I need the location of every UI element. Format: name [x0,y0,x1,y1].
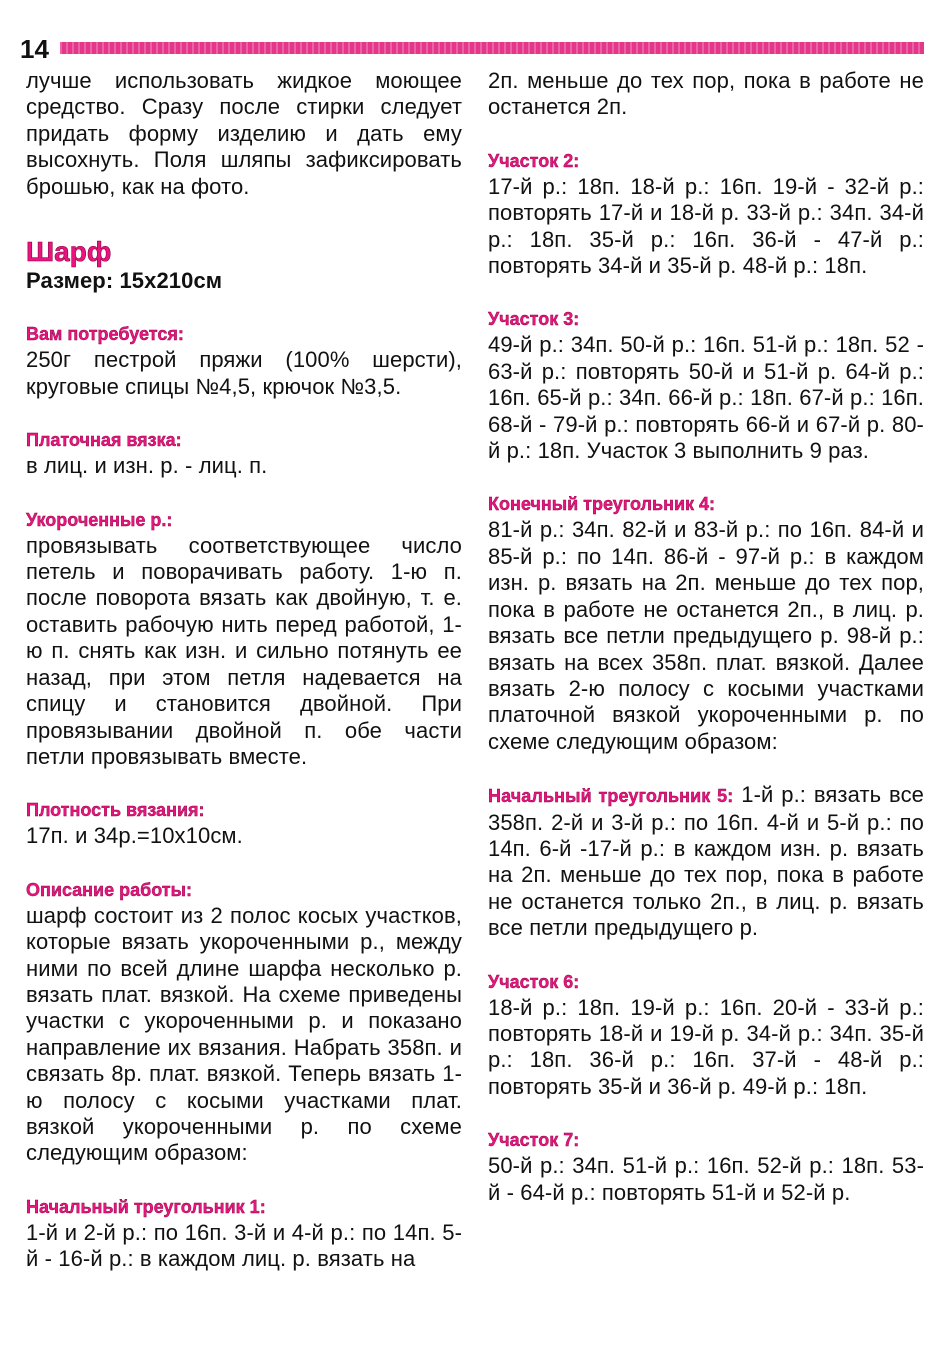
materials-text: 250г пестрой пряжи (100% шерсти), круговые спицы №4,5, крючок №3,5. [26,347,462,399]
description-section [26,877,462,1167]
triangle4-section [488,491,924,755]
triangle1-heading: Начальный треугольник 1: [26,1196,266,1217]
section6-text: 18-й р.: 18п. 19-й р.: 16п. 20-й - 33-й р.: повторять 18-й и 19-й р. 34-й р.: 34п. 35-й р.: 18п. 36-й р.: 16п. 37-й - 48-й р.: повторять 35-й и 36-й р. 49-й р.: 18п. [488,994,924,1099]
triangle1-text: 1-й и 2-й р.: по 16п. 3-й и 4-й р.: по 14п. 5-й - 16-й р.: в каждом лиц. р. вязать на [26,1219,462,1272]
section7-heading: Участок 7: [488,1130,580,1151]
page-number: 14 [20,34,49,64]
triangle4-text: 81-й р.: 34п. 82-й и 83-й р.: по 16п. 84-й и 85-й р.: по 14п. 86-й - 97-й р.: в каждом изн. р. вязать на 2п. меньше до тех пор, пока в работе не останется 2п., в лиц. р. вязать все петли предыдущего р. 98-й р.: вязать на всех 358п. плат. вязкой. Далее вязать 2-ю полосу с косыми участками платочной вязкой укороченными р. по схеме следующим образом: [488,517,924,754]
section3-text: 49-й р.: 34п. 50-й р.: 16п. 51-й р.: 18п. 52 - 63-й р.: повторять 50-й и 51-й р. 64-й р.: 16п. 65-й р.: 34п. 66-й р.: 18п. 67-й р.: 16п. 68-й - 79-й р.: повторять 66-й и 67-й р. 80-й р.: 18п. Участок 3 выполнить 9 раз. [488,332,924,464]
section6 [488,969,924,1101]
gauge-section [26,797,462,849]
scarf-title: Шарф [26,236,112,268]
section6-heading: Участок 6: [488,971,580,992]
section2-text: 17-й р.: 18п. 18-й р.: 16п. 19-й - 32-й р.: повторять 17-й и 18-й р. 33-й р.: 34п. 34-й р.: 18п. 35-й р.: 16п. 36-й - 47-й р.: повторять 34-й и 35-й р. 48-й р.: 18п. [488,173,924,279]
size-line: Размер: 15х210см [26,268,223,294]
triangle1-section [26,1194,462,1273]
intro-paragraph: лучше использовать жидкое моющее средство. Сразу после стирки следует придать форму изделию и дать ему высохнуть. Поля шляпы зафиксировать брошью, как на фото. [26,68,462,199]
materials-section [26,321,462,400]
section7-text: 50-й р.: 34п. 51-й р.: 16п. 52-й р.: 18п. 53-й - 64-й р.: повторять 51-й и 52-й р. [488,1153,924,1205]
section2 [488,148,924,280]
section2-heading: Участок 2: [488,150,580,171]
section3 [488,306,924,464]
right-column [488,68,924,1206]
section3-heading: Участок 3: [488,309,580,330]
garter-text: в лиц. и изн. р. - лиц. п. [26,453,268,479]
triangle5-text: 1-й р.: вязать все 358п. 2-й и 3-й р.: по 16п. 4-й и 5-й р.: по 14п. 6-й -17-й р.: в каждом изн. р. вязать на 2п. меньше до тех пор, пока в работе не останется только 2п., в лиц. р. вязать все петли предыдущего р. [488,782,925,941]
short-rows-text: провязывать соответствующее число петель и поворачивать работу. 1-ю п. после поворота вязать как двойную, т. е. оставить рабочую нить перед работой, 1-ю п. снять как изн. и сильно потянуть ее назад, при этом петля надевается на спицу и становится двойной. При провязывании двойной п. обе части петли провязывать вместе. [26,532,462,769]
scarf-section [26,236,462,294]
gauge-text: 17п. и 34р.=10х10см. [26,823,243,849]
short-rows-heading: Укороченные р.: [26,509,173,530]
description-text: шарф состоит из 2 полос косых участков, которые вязать укороченными р., между ними по всей длине шарфа несколько р. вязать плат. вязкой. На схеме приведены участки с укороченными р. и показано направление их вязания. Набрать 358п. и связать 8р. плат. вязкой. Теперь вязать 1-ю полосу с косыми участками плат. вязкой укороченными р. по схеме следующим образом: [26,902,462,1166]
triangle4-heading: Конечный треугольник 4: [488,494,716,515]
continuation-text: 2п. меньше до тех пор, пока в работе не останется 2п. [488,68,924,120]
garter-heading: Платочная вязка: [26,430,182,451]
garter-section [26,427,462,479]
section7 [488,1127,924,1206]
triangle5-heading: Начальный треугольник 5: [488,786,734,807]
left-column [26,68,462,1273]
gauge-heading: Плотность вязания: [26,800,205,821]
short-rows-section [26,507,462,771]
materials-heading: Вам потребуется: [26,324,184,345]
description-heading: Описание работы: [26,879,192,900]
triangle5-section [488,782,924,941]
triangle5-paragraph [488,782,924,941]
header-decorative-bar [60,42,924,54]
